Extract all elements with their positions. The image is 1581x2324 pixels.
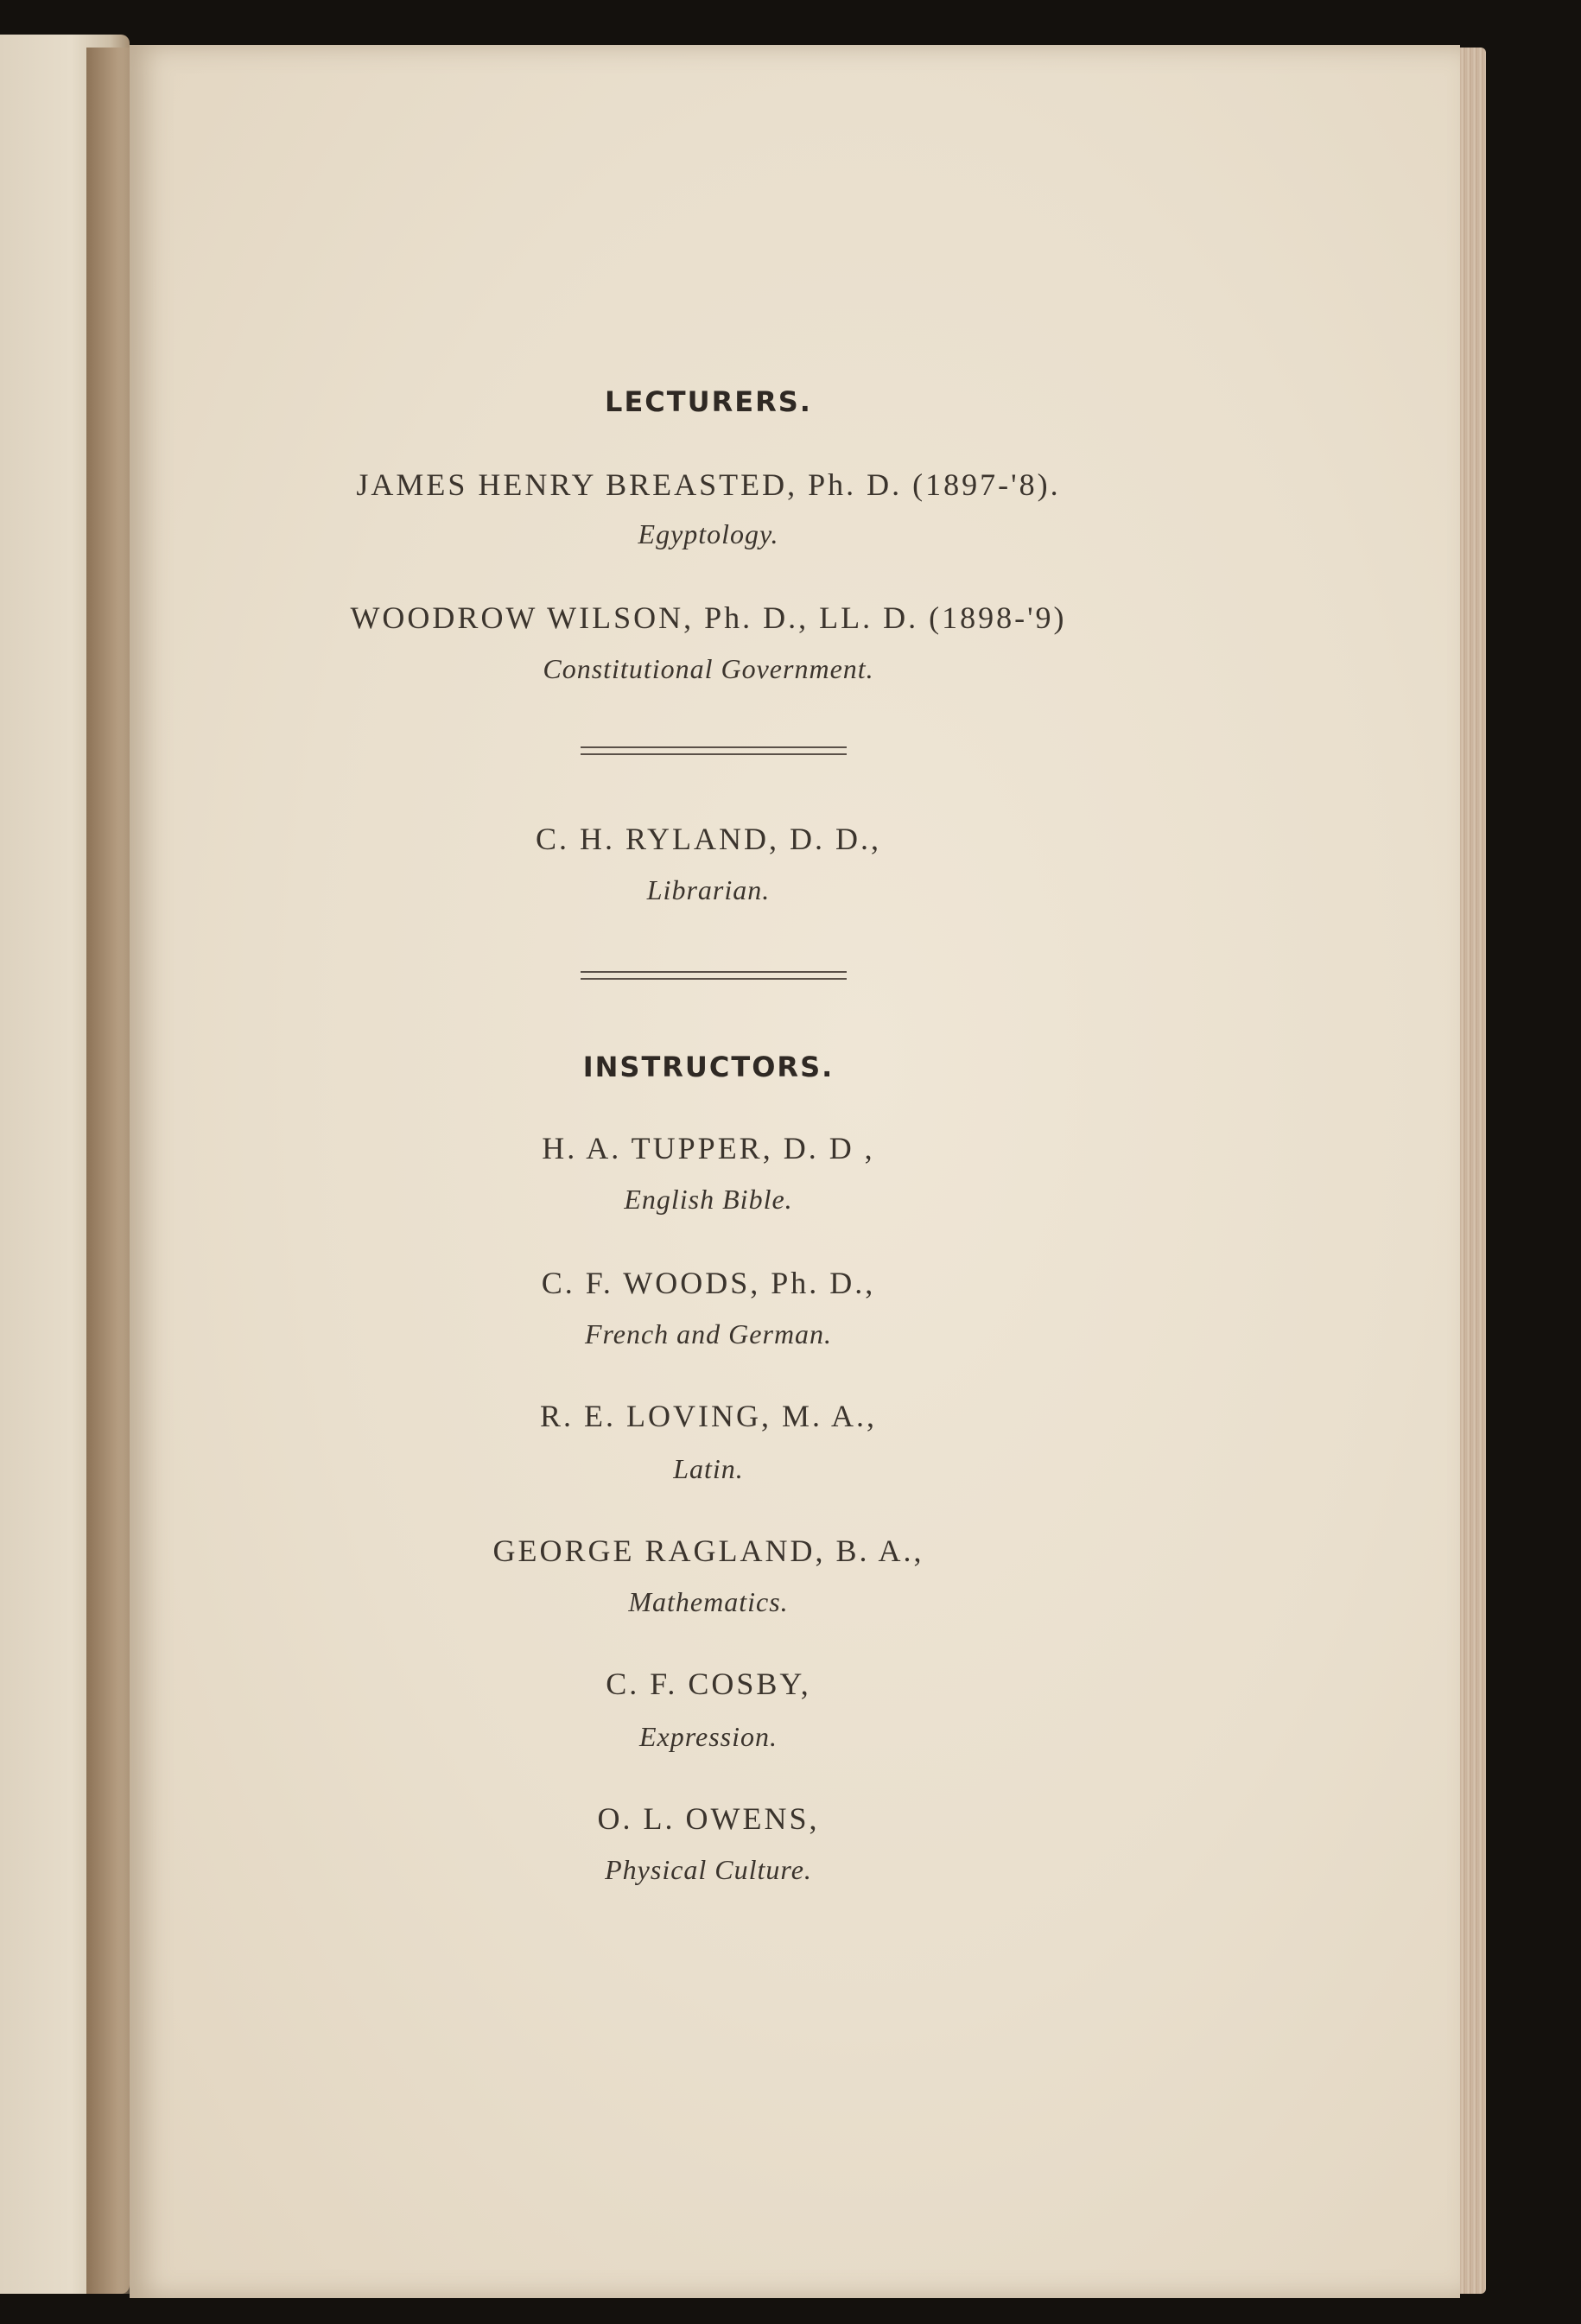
rule-line	[581, 746, 847, 748]
instructor-subject: Latin.	[673, 1453, 744, 1484]
instructor-subject: Expression.	[638, 1721, 778, 1752]
instructor-name: C. F. WOODS, Ph. D.,	[541, 1266, 876, 1300]
lecturer-subject: Egyptology.	[638, 518, 779, 549]
lecturer-subject: Constitutional Government.	[543, 653, 874, 684]
instructor-name: R. E. LOVING, M. A.,	[540, 1399, 877, 1433]
instructor-name: C. F. COSBY,	[606, 1667, 811, 1701]
librarian-title: Librarian.	[646, 874, 771, 905]
double-rule-divider	[581, 971, 847, 985]
instructor-subject: English Bible.	[624, 1184, 793, 1215]
rule-line	[581, 971, 847, 973]
instructors-heading: INSTRUCTORS.	[582, 1051, 835, 1083]
instructor-subject: French and German.	[584, 1318, 833, 1349]
rule-line	[581, 753, 847, 755]
instructor-subject: Mathematics.	[628, 1586, 789, 1617]
instructor-name: H. A. TUPPER, D. D ,	[542, 1131, 875, 1165]
lecturer-name: WOODROW WILSON, Ph. D., LL. D. (1898-'9)	[350, 600, 1067, 635]
rule-line	[581, 978, 847, 980]
instructor-name: GEORGE RAGLAND, B. A.,	[492, 1533, 924, 1568]
faculty-page	[130, 45, 1460, 2298]
double-rule-divider	[581, 746, 847, 760]
librarian-name: C. H. RYLAND, D. D.,	[535, 822, 881, 856]
lecturer-name: JAMES HENRY BREASTED, Ph. D. (1897-'8).	[356, 467, 1061, 502]
instructor-name: O. L. OWENS,	[597, 1801, 820, 1836]
lecturers-heading: LECTURERS.	[605, 385, 812, 418]
instructor-subject: Physical Culture.	[605, 1854, 812, 1885]
